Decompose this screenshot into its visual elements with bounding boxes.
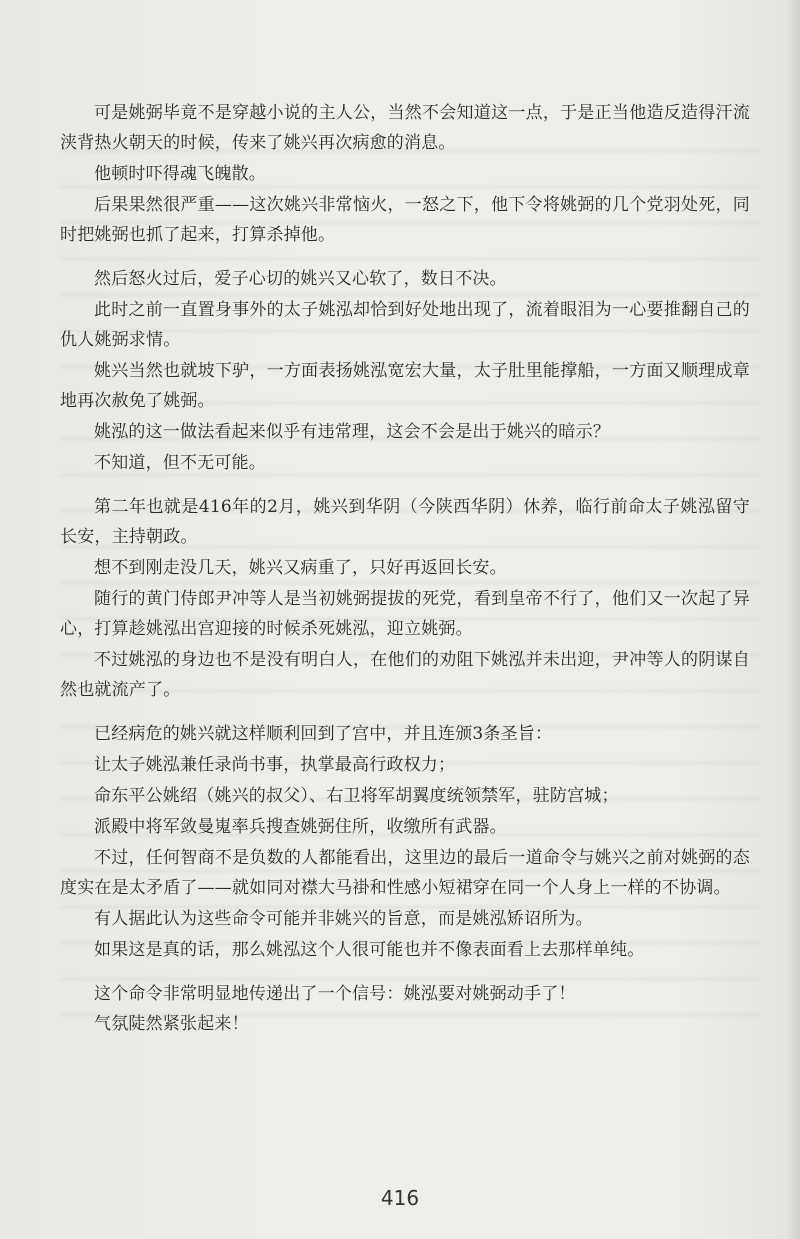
paragraph: 然后怒火过后，爱子心切的姚兴又心软了，数日不决。 — [94, 269, 507, 289]
paragraph: 随行的黄门侍郎尹冲等人是当初姚弼提拔的死党，看到皇帝不行了，他们又一次起了异心，打算趁姚泓出宫迎接的时候杀死姚泓，迎立姚弼。 — [60, 589, 750, 639]
paragraph: 后果果然很严重——这次姚兴非常恼火，一怒之下，他下令将姚弼的几个党羽处死，同时把姚弼也抓了起来，打算杀掉他。 — [60, 195, 750, 245]
paragraph: 不过，任何智商不是负数的人都能看出，这里边的最后一道命令与姚兴之前对姚弼的态度实在是太矛盾了——就如同对襟大马褂和性感小短裙穿在同一个人身上一样的不协调。 — [60, 848, 750, 898]
page-edge-shadow — [786, 0, 800, 1239]
paragraph: 姚泓的这一做法看起来似乎有违常理，这会不会是出于姚兴的暗示？ — [94, 422, 610, 442]
paragraph: 姚兴当然也就坡下驴，一方面表扬姚泓宽宏大量，太子肚里能撑船，一方面又顺理成章地再次赦免了姚弼。 — [60, 361, 750, 411]
paragraph: 不过姚泓的身边也不是没有明白人，在他们的劝阻下姚泓并未出迎，尹冲等人的阴谋自然也就流产了。 — [60, 650, 750, 700]
paragraph: 第二年也就是416年的2月，姚兴到华阴（今陕西华阴）休养，临行前命太子姚泓留守长安，主持朝政。 — [60, 497, 750, 547]
page-number: 416 — [380, 1186, 420, 1210]
paragraph: 此时之前一直置身事外的太子姚泓却恰到好处地出现了，流着眼泪为一心要推翻自己的仇人姚弼求情。 — [60, 300, 750, 350]
paragraph: 不知道，但不无可能。 — [94, 453, 266, 473]
paragraph: 气氛陡然紧张起来！ — [94, 1014, 249, 1034]
paragraph: 命东平公姚绍（姚兴的叔父）、右卫将军胡翼度统领禁军，驻防宫城； — [94, 786, 619, 806]
paragraph: 想不到刚走没几天，姚兴又病重了，只好再返回长安。 — [94, 558, 507, 578]
paragraph: 让太子姚泓兼任录尚书事，执掌最高行政权力； — [94, 755, 456, 775]
paragraph: 派殿中将军敛曼嵬率兵搜查姚弼住所，收缴所有武器。 — [94, 817, 507, 837]
paragraph: 这个命令非常明显地传递出了一个信号：姚泓要对姚弼动手了！ — [94, 984, 576, 1004]
paragraph: 如果这是真的话，那么姚泓这个人很可能也并不像表面看上去那样单纯。 — [94, 940, 645, 960]
body-text — [60, 98, 750, 1039]
faded-running-header — [60, 40, 190, 52]
paragraph: 他顿时吓得魂飞魄散。 — [94, 164, 266, 184]
paragraph: 有人据此认为这些命令可能并非姚兴的旨意，而是姚泓矫诏所为。 — [94, 909, 593, 929]
paragraph: 可是姚弼毕竟不是穿越小说的主人公，当然不会知道这一点，于是正当他造反造得汗流浃背热火朝天的时候，传来了姚兴再次病愈的消息。 — [60, 103, 750, 153]
paragraph: 已经病危的姚兴就这样顺利回到了宫中，并且连颁3条圣旨： — [94, 724, 553, 744]
